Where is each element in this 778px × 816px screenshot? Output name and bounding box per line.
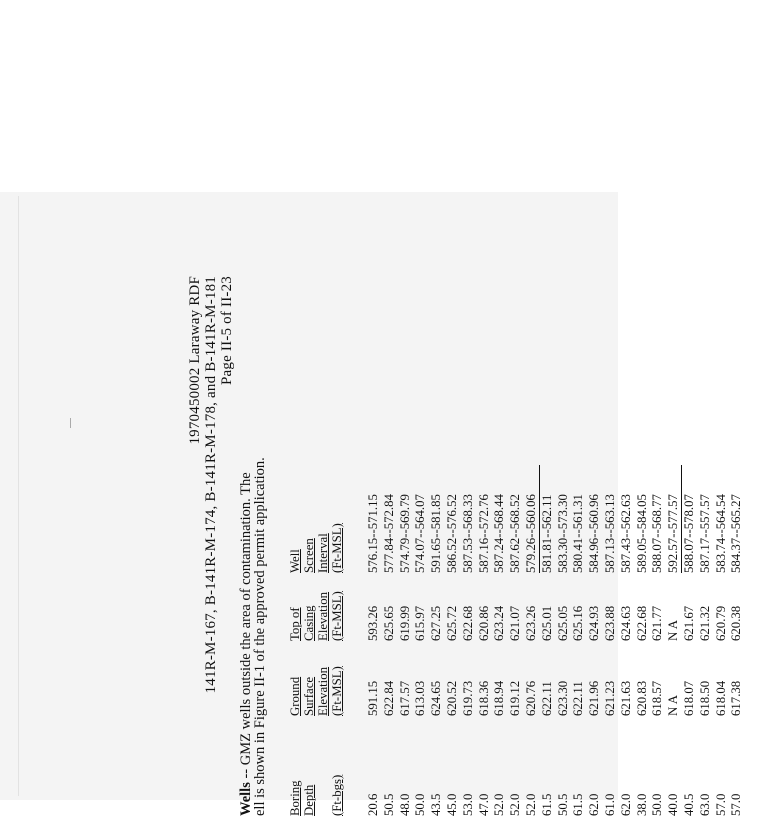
cell-boring-depth-row-2: 50.5 [381, 793, 396, 816]
cell-ground-surface-row-1: 591.15 [366, 680, 380, 716]
cell-ground-surface-row-24: 617.38 [729, 680, 744, 716]
rotated-document [187, 276, 776, 816]
cell-ground-surface-row-2: 622.84 [381, 680, 396, 716]
cell-top-of-casing-row-1: 593.26 [366, 605, 380, 641]
cell-well-screen-row-13: 583.30--573.30 [555, 494, 570, 573]
cell-boring-depth-row-17: 62.0 [618, 793, 633, 816]
cell-well-screen-row-14: 580.41--561.31 [571, 494, 586, 573]
cell-ground-surface-row-13: 623.30 [555, 680, 570, 716]
header-well-screen-line-3: Interval [316, 533, 330, 573]
cell-ground-surface-row-19: 618.57 [650, 680, 665, 716]
wells-bold-label: Wells [238, 782, 254, 816]
cell-top-of-casing-row-21: 621.67 [682, 605, 696, 641]
page-edge-line [18, 196, 19, 796]
cell-well-screen-row-7: 587.53--568.33 [460, 494, 475, 573]
cell-boring-depth-row-22: 63.0 [697, 793, 712, 816]
cell-top-of-casing-row-19: 621.77 [650, 605, 665, 641]
cell-well-screen-row-22: 587.17--557.57 [697, 494, 712, 573]
cell-ground-surface-row-12: 622.11 [539, 681, 554, 716]
cell-well-screen-row-21: 588.07--578.07 [682, 494, 696, 573]
cell-well-screen-row-18: 589.05--584.05 [634, 494, 649, 573]
cell-boring-depth-row-23: 57.0 [713, 793, 728, 816]
header-boring-depth-line-1: Boring [288, 780, 302, 816]
cell-well-screen-row-5: 591.65--581.85 [429, 494, 444, 573]
cell-ground-surface-row-10: 619.12 [508, 680, 523, 716]
cell-top-of-casing-row-14: 625.16 [571, 605, 586, 641]
cell-boring-depth-row-9: 52.0 [492, 793, 507, 816]
header-boring-depth-line-2: Depth [302, 784, 316, 816]
blank-area [0, 0, 618, 192]
cell-boring-depth-row-16: 61.0 [603, 793, 617, 816]
cell-top-of-casing-row-11: 623.26 [524, 605, 538, 641]
cell-top-of-casing-row-13: 625.05 [555, 605, 570, 641]
cell-well-screen-row-8: 587.16--572.76 [476, 494, 491, 573]
cell-boring-depth-row-21: 40.5 [682, 793, 696, 816]
cell-well-screen-row-1: 576.15--571.15 [366, 494, 380, 573]
cell-boring-depth-row-13: 50.5 [555, 793, 570, 816]
cell-top-of-casing-row-7: 622.68 [460, 605, 475, 641]
header-ground-surface-line-3: Elevation [316, 666, 330, 716]
cell-boring-depth-row-6: 45.0 [445, 793, 459, 816]
cell-boring-depth-row-4: 50.0 [413, 793, 428, 816]
page-number-header: Page II-5 of II-23 [219, 276, 235, 385]
header-ground-surface-line-4: (Ft-MSL) [330, 666, 344, 716]
cell-boring-depth-row-7: 53.0 [460, 793, 475, 816]
header-well-screen-line-1: Well [288, 549, 302, 573]
cell-well-screen-row-10: 587.62--568.52 [508, 494, 523, 573]
header-well-screen-line-4: (Ft-MSL) [330, 523, 344, 573]
wells-table [288, 276, 778, 816]
cell-boring-depth-row-3: 48.0 [397, 793, 412, 816]
cell-top-of-casing-row-10: 621.07 [508, 605, 523, 641]
cell-ground-surface-row-14: 622.11 [571, 681, 586, 716]
intro-paragraph-line-2: ell is shown in Figure II-1 of the approved permit application. [252, 457, 268, 816]
cell-boring-depth-row-20: 40.0 [666, 793, 681, 816]
cell-well-screen-row-6: 586.52--576.52 [445, 494, 459, 573]
doc-id-header: 1970450002 Laraway RDF [187, 276, 203, 445]
cell-top-of-casing-row-8: 620.86 [476, 605, 491, 641]
cell-well-screen-row-24: 584.37--565.27 [729, 494, 744, 573]
cell-top-of-casing-row-24: 620.38 [729, 605, 744, 641]
cell-ground-surface-row-3: 617.57 [397, 680, 412, 716]
cell-top-of-casing-row-20: N A [666, 620, 681, 641]
cell-ground-surface-row-23: 618.04 [713, 680, 728, 716]
cell-top-of-casing-row-18: 622.68 [634, 605, 649, 641]
cell-boring-depth-row-18: 38.0 [634, 793, 649, 816]
cell-top-of-casing-row-23: 620.79 [713, 605, 728, 641]
cell-well-screen-row-12: 581.81--562.11 [539, 494, 554, 573]
cell-top-of-casing-row-5: 627.25 [429, 605, 444, 641]
cell-well-screen-row-23: 583.74--564.54 [713, 494, 728, 573]
cell-ground-surface-row-15: 621.96 [587, 680, 602, 716]
cell-boring-depth-row-11: 52.0 [524, 793, 538, 816]
header-ground-surface-line-1: Ground [288, 676, 302, 716]
cell-ground-surface-row-20: N A [666, 695, 681, 716]
cell-ground-surface-row-16: 621.23 [603, 680, 617, 716]
cell-top-of-casing-row-22: 621.32 [697, 605, 712, 641]
header-top-of-casing-line-2: Casing [302, 605, 316, 641]
cell-top-of-casing-row-2: 625.65 [381, 605, 396, 641]
cell-well-screen-row-17: 587.43--562.63 [618, 494, 633, 573]
cell-boring-depth-row-19: 50.0 [650, 793, 665, 816]
cell-well-screen-row-11: 579.26--560.06 [524, 494, 538, 573]
cell-ground-surface-row-8: 618.36 [476, 680, 491, 716]
cell-boring-depth-row-1: 20.6 [366, 793, 380, 816]
cell-boring-depth-row-8: 47.0 [476, 793, 491, 816]
header-ground-surface-line-2: Surface [302, 676, 316, 716]
paragraph-line-1-text: -- GMZ wells outside the area of contamination. The [238, 472, 254, 783]
cell-top-of-casing-row-3: 619.99 [397, 605, 412, 641]
cell-boring-depth-row-24: 57.0 [729, 793, 744, 816]
cell-ground-surface-row-4: 613.03 [413, 680, 428, 716]
cell-boring-depth-row-5: 43.5 [429, 793, 444, 816]
cell-top-of-casing-row-17: 624.63 [618, 605, 633, 641]
header-well-screen-line-2: Screen [302, 538, 316, 573]
table-rule-1 [539, 465, 540, 573]
cell-ground-surface-row-7: 619.73 [460, 680, 475, 716]
cell-ground-surface-row-9: 618.94 [492, 680, 507, 716]
header-boring-depth-line-4: (Ft-bgs) [330, 774, 344, 816]
cell-ground-surface-row-22: 618.50 [697, 680, 712, 716]
cell-top-of-casing-row-15: 624.93 [587, 605, 602, 641]
cell-top-of-casing-row-6: 625.72 [445, 605, 459, 641]
cell-ground-surface-row-5: 624.65 [429, 680, 444, 716]
cell-well-screen-row-20: 592.57--577.57 [666, 494, 681, 573]
cell-ground-surface-row-18: 620.83 [634, 680, 649, 716]
cell-top-of-casing-row-4: 615.97 [413, 605, 428, 641]
cell-well-screen-row-16: 587.13--563.13 [603, 494, 617, 573]
page-tick-mark [70, 418, 71, 428]
cell-boring-depth-row-14: 61.5 [571, 793, 586, 816]
cell-well-screen-row-9: 587.24--568.44 [492, 494, 507, 573]
header-top-of-casing-line-4: (Ft-MSL) [330, 591, 344, 641]
cell-boring-depth-row-15: 62.0 [587, 793, 602, 816]
header-top-of-casing-line-3: Elevation [316, 591, 330, 641]
cell-well-screen-row-4: 574.07--564.07 [413, 494, 428, 573]
header-top-of-casing-line-1: Top of [288, 607, 302, 641]
cell-well-screen-row-2: 577.84--572.84 [381, 494, 396, 573]
cell-boring-depth-row-10: 52.0 [508, 793, 523, 816]
cell-ground-surface-row-6: 620.52 [445, 680, 459, 716]
cell-boring-depth-row-12: 61.5 [539, 793, 554, 816]
table-rule-2 [681, 465, 682, 573]
cell-ground-surface-row-11: 620.76 [524, 680, 538, 716]
cell-top-of-casing-row-9: 623.24 [492, 605, 507, 641]
wells-list-header: 141R-M-167, B-141R-M-174, B-141R-M-178, and B-141R-M-181 [203, 276, 219, 694]
cell-top-of-casing-row-16: 623.88 [603, 605, 617, 641]
cell-well-screen-row-3: 574.79--569.79 [397, 494, 412, 573]
cell-ground-surface-row-17: 621.63 [618, 680, 633, 716]
cell-top-of-casing-row-12: 625.01 [539, 605, 554, 641]
cell-ground-surface-row-21: 618.07 [682, 680, 696, 716]
cell-well-screen-row-15: 584.96--560.96 [587, 494, 602, 573]
cell-well-screen-row-19: 588.07--568.77 [650, 494, 665, 573]
